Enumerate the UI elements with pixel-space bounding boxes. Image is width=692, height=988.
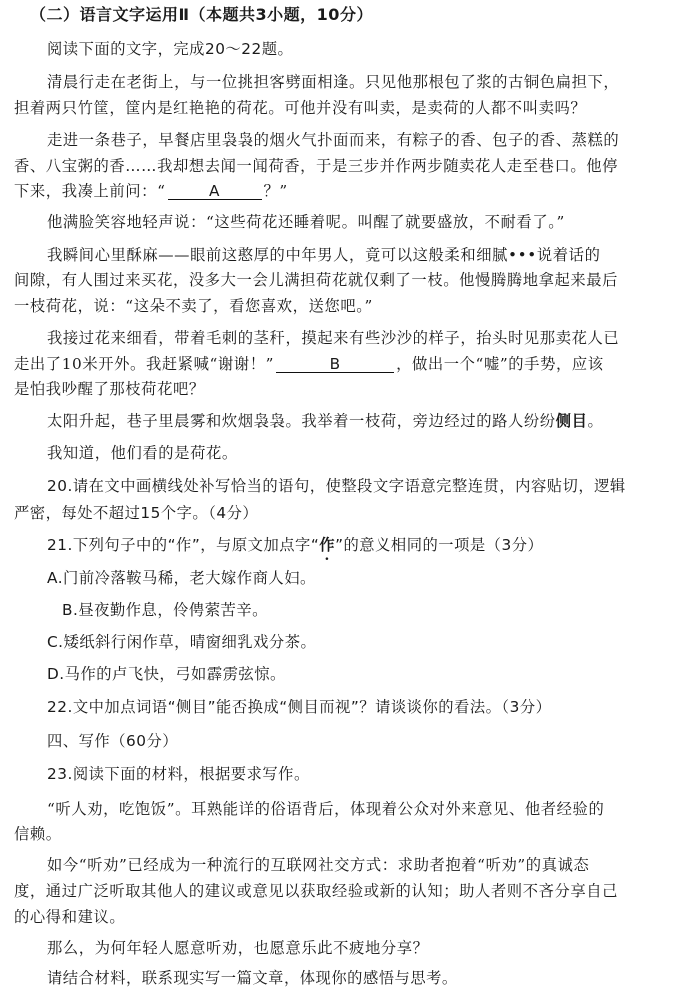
writing-header: 四、写作（60分） [47,732,179,750]
passage-line: 走进一条巷子，早餐店里袅袅的烟火气扑面而来，有粽子的香、包子的香、蒸糕的 [47,131,620,149]
material-line: 如今“听劝”已经成为一种流行的互联网社交方式：求助者抱着“听劝”的真诚态 [47,856,590,874]
material-line: 的心得和建议。 [14,908,126,926]
passage-line: 清晨行走在老街上，与一位挑担客劈面相逢。只见他那根包了浆的古铜色扁担下， [47,73,620,91]
section-header: （二）语言文字运用Ⅱ（本题共3小题，10分） [30,5,373,24]
passage-text: 下来，我凑上前问：“ [14,182,166,200]
passage-line: 他满脸笑容地轻声说：“这些荷花还睡着呢。叫醒了就要盛放，不耐看了。” [47,213,565,231]
option-a: A.门前冷落鞍马稀，老大嫁作商人妇。 [47,569,316,587]
reading-intro: 阅读下面的文字，完成20～22题。 [47,40,294,58]
passage-line: 我知道，他们看的是荷花。 [47,444,238,462]
passage-line: 担着两只竹筐，筐内是红艳艳的荷花。可他并没有叫卖，是卖荷的人都不叫卖吗？ [14,99,587,117]
question-text: ”的意义相同的一项是（3分） [335,536,544,554]
option-c: C.矮纸斜行闲作草，晴窗细乳戏分茶。 [47,633,317,651]
emphasized-word: 侧目 [555,412,588,430]
question-23: 23.阅读下面的材料，根据要求写作。 [47,765,310,783]
passage-text: ？” [263,182,288,200]
passage-text: 太阳升起，巷子里晨雾和炊烟袅袅。我举着一枝荷，旁边经过的路人纷纷 [47,412,556,430]
dotted-character: 作 [319,536,336,554]
passage-line-with-blank-b [14,352,692,374]
material-line: 那么，为何年轻人愿意听劝，也愿意乐此不疲地分享？ [47,939,429,957]
passage-line: 我瞬间心里酥麻——眼前这憨厚的中年男人，竟可以这般柔和细腻•••说着话的 [47,246,601,264]
blank-a: A [168,183,262,200]
blank-b: B [276,356,394,373]
material-line: 信赖。 [14,825,62,843]
material-line: 度，通过广泛听取其他人的建议或意见以获取经验或新的认知；助人者则不吝分享自己 [14,882,619,900]
writing-requirement: 请结合材料，联系现实写一篇文章，体现你的感悟与思考。 [47,969,458,987]
passage-line-with-blank-a [14,179,692,201]
passage-line: 一枝荷花，说：“这朵不卖了，看您喜欢，送您吧。” [14,297,373,315]
question-20: 20.请在文中画横线处补写恰当的语句，使整段文字语意完整连贯，内容贴切，逻辑 [47,477,626,495]
passage-line: 间隙，有人围过来买花，没多大一会儿满担荷花就仅剩了一枝。他慢腾腾地拿起来最后 [14,271,619,289]
passage-line: 是怕我吵醒了那枝荷花吧？ [14,380,205,398]
passage-line: 香、八宝粥的香……我却想去闻一闻荷香，于是三步并作两步随卖花人走至巷口。他停 [14,157,619,175]
passage-line-with-emphasis [47,409,692,431]
passage-text: 。 [587,412,604,430]
passage-line: 我接过花来细看，带着毛刺的茎秆，摸起来有些沙沙的样子，抬头时见那卖花人已 [47,329,620,347]
option-d: D.马作的卢飞快，弓如霹雳弦惊。 [47,665,286,683]
passage-text: ，做出一个“嘘”的手势，应该 [396,355,604,373]
material-line: “听人劝，吃饱饭”。耳熟能详的俗语背后，体现着公众对外来意见、他者经验的 [47,800,605,818]
option-b: B.昼夜勤作息，伶俜萦苦辛。 [62,601,268,619]
question-text: 21.下列句子中的“作”，与原文加点字“ [47,536,320,554]
question-21 [47,533,692,555]
question-22: 22.文中加点词语“侧目”能否换成“侧目而视”？请谈谈你的看法。（3分） [47,698,552,716]
question-20-cont: 严密，每处不超过15个字。（4分） [14,504,259,522]
passage-text: 走出了10米开外。我赶紧喊“谢谢！” [14,355,275,373]
